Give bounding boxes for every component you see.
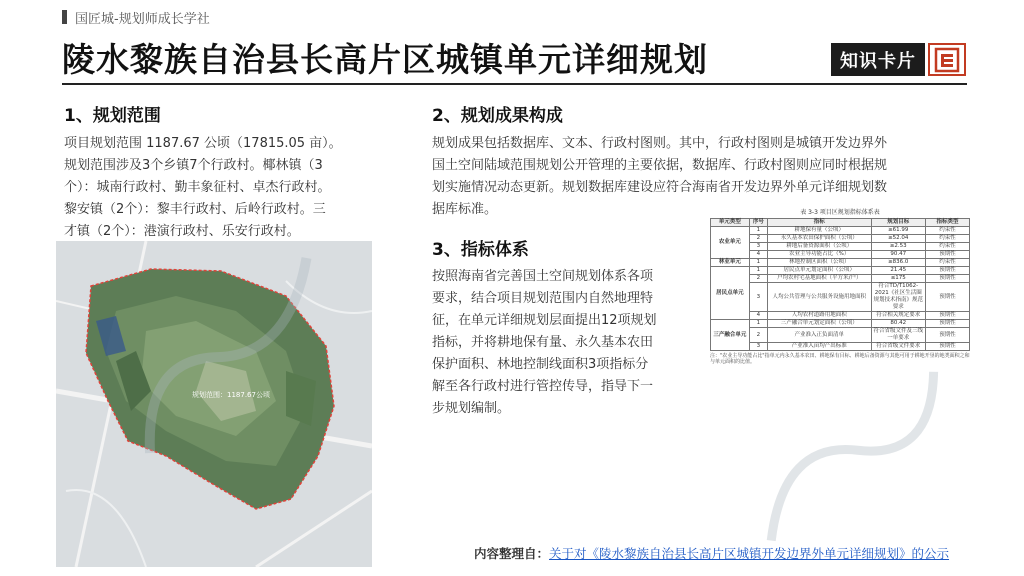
table-cell-target: 符合TD/T1062-2021《社区生活圈规划技术指南》规范要求 [871, 283, 925, 312]
table-row [711, 243, 970, 251]
table-cell-no: 2 [749, 235, 767, 243]
table-cell-kind: 预期性 [925, 251, 969, 259]
table-cell-kind: 预期性 [925, 267, 969, 275]
table-cell-no: 1 [749, 267, 767, 275]
scope-line: 项目规划范围 1187.67 公顷（17815.05 亩）。 [64, 136, 342, 151]
table-row [711, 267, 970, 275]
outcome-line: 规划成果包括数据库、文本、行政村图则。其中，行政村图则是城镇开发边界外 [432, 136, 888, 151]
table-cell-unit-type: 居民点单元 [711, 267, 750, 320]
breadcrumb [62, 7, 210, 27]
indicators-heading: 3、指标体系 [432, 240, 529, 260]
source-link[interactable]: 关于对《陵水黎族自治县长高片区城镇开发边界外单元详细规划》的公示 [549, 546, 950, 561]
table-cell-kind: 预期性 [925, 343, 969, 351]
table-cell-no: 1 [749, 227, 767, 235]
table-cell-name: 人均公共管理与公共服务设施用地面积 [767, 283, 871, 312]
indicators-paragraph [432, 266, 702, 420]
table-cell-no: 4 [749, 251, 767, 259]
table-header-row [711, 219, 970, 227]
table-row [711, 312, 970, 320]
table-cell-kind: 约束性 [925, 243, 969, 251]
table-cell-target: 符合省级文件及三线一单要求 [871, 328, 925, 343]
table-cell-name: 农业主导功能占比（%） [767, 251, 871, 259]
indicators-line: 征，在单元详细规划层面提出12项规划 [432, 313, 657, 328]
table-body [711, 227, 970, 351]
table-cell-kind: 预期性 [925, 312, 969, 320]
source-label: 内容整理自： [474, 546, 550, 561]
indicators-line: 指标，并将耕地保有量、永久基本农田 [432, 335, 654, 350]
map-graphic [56, 241, 372, 567]
table-row [711, 259, 970, 267]
table-header-cell: 规划目标 [871, 219, 925, 227]
scope-line: 黎安镇（2个）：黎丰行政村、后岭行政村。三 [64, 202, 326, 217]
table-cell-kind: 预期性 [925, 275, 969, 283]
table-row [711, 343, 970, 351]
table-cell-target: 符合省级文件要求 [871, 343, 925, 351]
table-cell-unit-type: 三产融合单元 [711, 320, 750, 351]
table-cell-no: 3 [749, 283, 767, 312]
indicators-line: 按照海南省完善国土空间规划体系各项 [432, 269, 654, 284]
table-cell-name: 永久基本农田保护面积（公顷） [767, 235, 871, 243]
table-cell-no: 2 [749, 275, 767, 283]
indicator-table-panel [710, 207, 970, 539]
table-cell-unit-type: 农业单元 [711, 227, 750, 259]
table-header-cell: 指标 [767, 219, 871, 227]
table-cell-name: 耕地后备资源面积（公顷） [767, 243, 871, 251]
table-cell-name: 人均农村道路用地面积 [767, 312, 871, 320]
scope-line: 规划范围涉及3个乡镇7个行政村。椰林镇（3 [64, 158, 323, 173]
table-header-cell: 指标类型 [925, 219, 969, 227]
breadcrumb-marker [62, 10, 67, 24]
table-cell-no: 3 [749, 243, 767, 251]
table-cell-no: 2 [749, 328, 767, 343]
knowledge-card-label: 知识卡片 [831, 43, 925, 76]
table-header-cell: 单元类型 [711, 219, 750, 227]
scope-heading: 1、规划范围 [64, 106, 161, 126]
table-cell-name: 产业准入正负面清单 [767, 328, 871, 343]
table-row [711, 251, 970, 259]
indicators-line: 要求，结合项目规划范围内自然地理特 [432, 291, 654, 306]
table-cell-target: ≥836.0 [871, 259, 925, 267]
table-cell-name: 三产融合单元划定面积（公顷） [767, 320, 871, 328]
planning-area-map [56, 241, 372, 567]
table-cell-target: ≥52.04 [871, 235, 925, 243]
table-cell-kind: 预期性 [925, 328, 969, 343]
indicators-line: 保护面积、林地控制线面积3项指标分 [432, 357, 649, 372]
outcome-line: 国土空间陆域范围规划公开管理的主要依据，数据库、行政村图则应同时根据规 [432, 158, 888, 173]
table-cell-kind: 约束性 [925, 259, 969, 267]
outcome-line: 据库标准。 [432, 202, 498, 217]
table-cell-target: ≥2.53 [871, 243, 925, 251]
table-cell-target: ≥61.99 [871, 227, 925, 235]
table-cell-no: 3 [749, 343, 767, 351]
table-cell-no: 1 [749, 320, 767, 328]
table-cell-kind: 预期性 [925, 283, 969, 312]
table-cell-target: 90.47 [871, 251, 925, 259]
scope-line: 个）：城南行政村、勤丰象征村、卓杰行政村。 [64, 180, 331, 195]
source-credit [474, 544, 949, 562]
table-cell-name: 产业准入亩均产出标准 [767, 343, 871, 351]
table-row [711, 235, 970, 243]
scope-paragraph [64, 133, 384, 243]
table-cell-name: 耕地保有量（公顷） [767, 227, 871, 235]
table-cell-kind: 预期性 [925, 320, 969, 328]
table-row [711, 275, 970, 283]
table-note: 注："农业主导功能占比"指单元内永久基本农田、耕地保有目标、耕地后备资源与其他可用于耕地开垦的地类面积之和与单元面积的比值。 [710, 353, 970, 365]
title-divider [62, 83, 967, 85]
table-cell-target: ≤175 [871, 275, 925, 283]
table-cell-no: 1 [749, 259, 767, 267]
outcome-line: 划实施情况动态更新。规划数据库建设应符合海南省开发边界外单元详细规划数 [432, 180, 888, 195]
breadcrumb-text: 国匠城-规划师成长学社 [75, 11, 210, 27]
table-cell-kind: 约束性 [925, 227, 969, 235]
table-cell-target: 80.42 [871, 320, 925, 328]
scope-line: 才镇（2个）：港演行政村、乐安行政村。 [64, 224, 300, 239]
table-row [711, 227, 970, 235]
table-cell-kind: 约束性 [925, 235, 969, 243]
outcome-heading: 2、规划成果构成 [432, 106, 563, 126]
indicators-line: 解至各行政村进行管控传导，指导下一 [432, 379, 654, 394]
table-cell-name: 户均农村宅基地面积（平方米/户） [767, 275, 871, 283]
knowledge-card-tag [831, 43, 966, 76]
indicators-line: 步规划编制。 [432, 401, 511, 416]
table-row [711, 320, 970, 328]
table-cell-unit-type: 林业单元 [711, 259, 750, 267]
table-cell-target: 21.45 [871, 267, 925, 275]
indicator-table [710, 218, 970, 351]
table-caption: 表 3-3 项目区规划指标体系表 [800, 209, 880, 216]
table-cell-no: 4 [749, 312, 767, 320]
table-header-cell: 序号 [749, 219, 767, 227]
table-row [711, 328, 970, 343]
page-title: 陵水黎族自治县长高片区城镇单元详细规划 [62, 40, 708, 79]
brand-logo-icon [928, 43, 966, 76]
table-row [711, 283, 970, 312]
table-cell-name: 林地控制区面积（公顷） [767, 259, 871, 267]
map-area-label: 规划范围：1187.67公顷 [192, 391, 270, 399]
table-cell-name: 居民点单元划定面积（公顷） [767, 267, 871, 275]
table-cell-target: 符合相关规定要求 [871, 312, 925, 320]
